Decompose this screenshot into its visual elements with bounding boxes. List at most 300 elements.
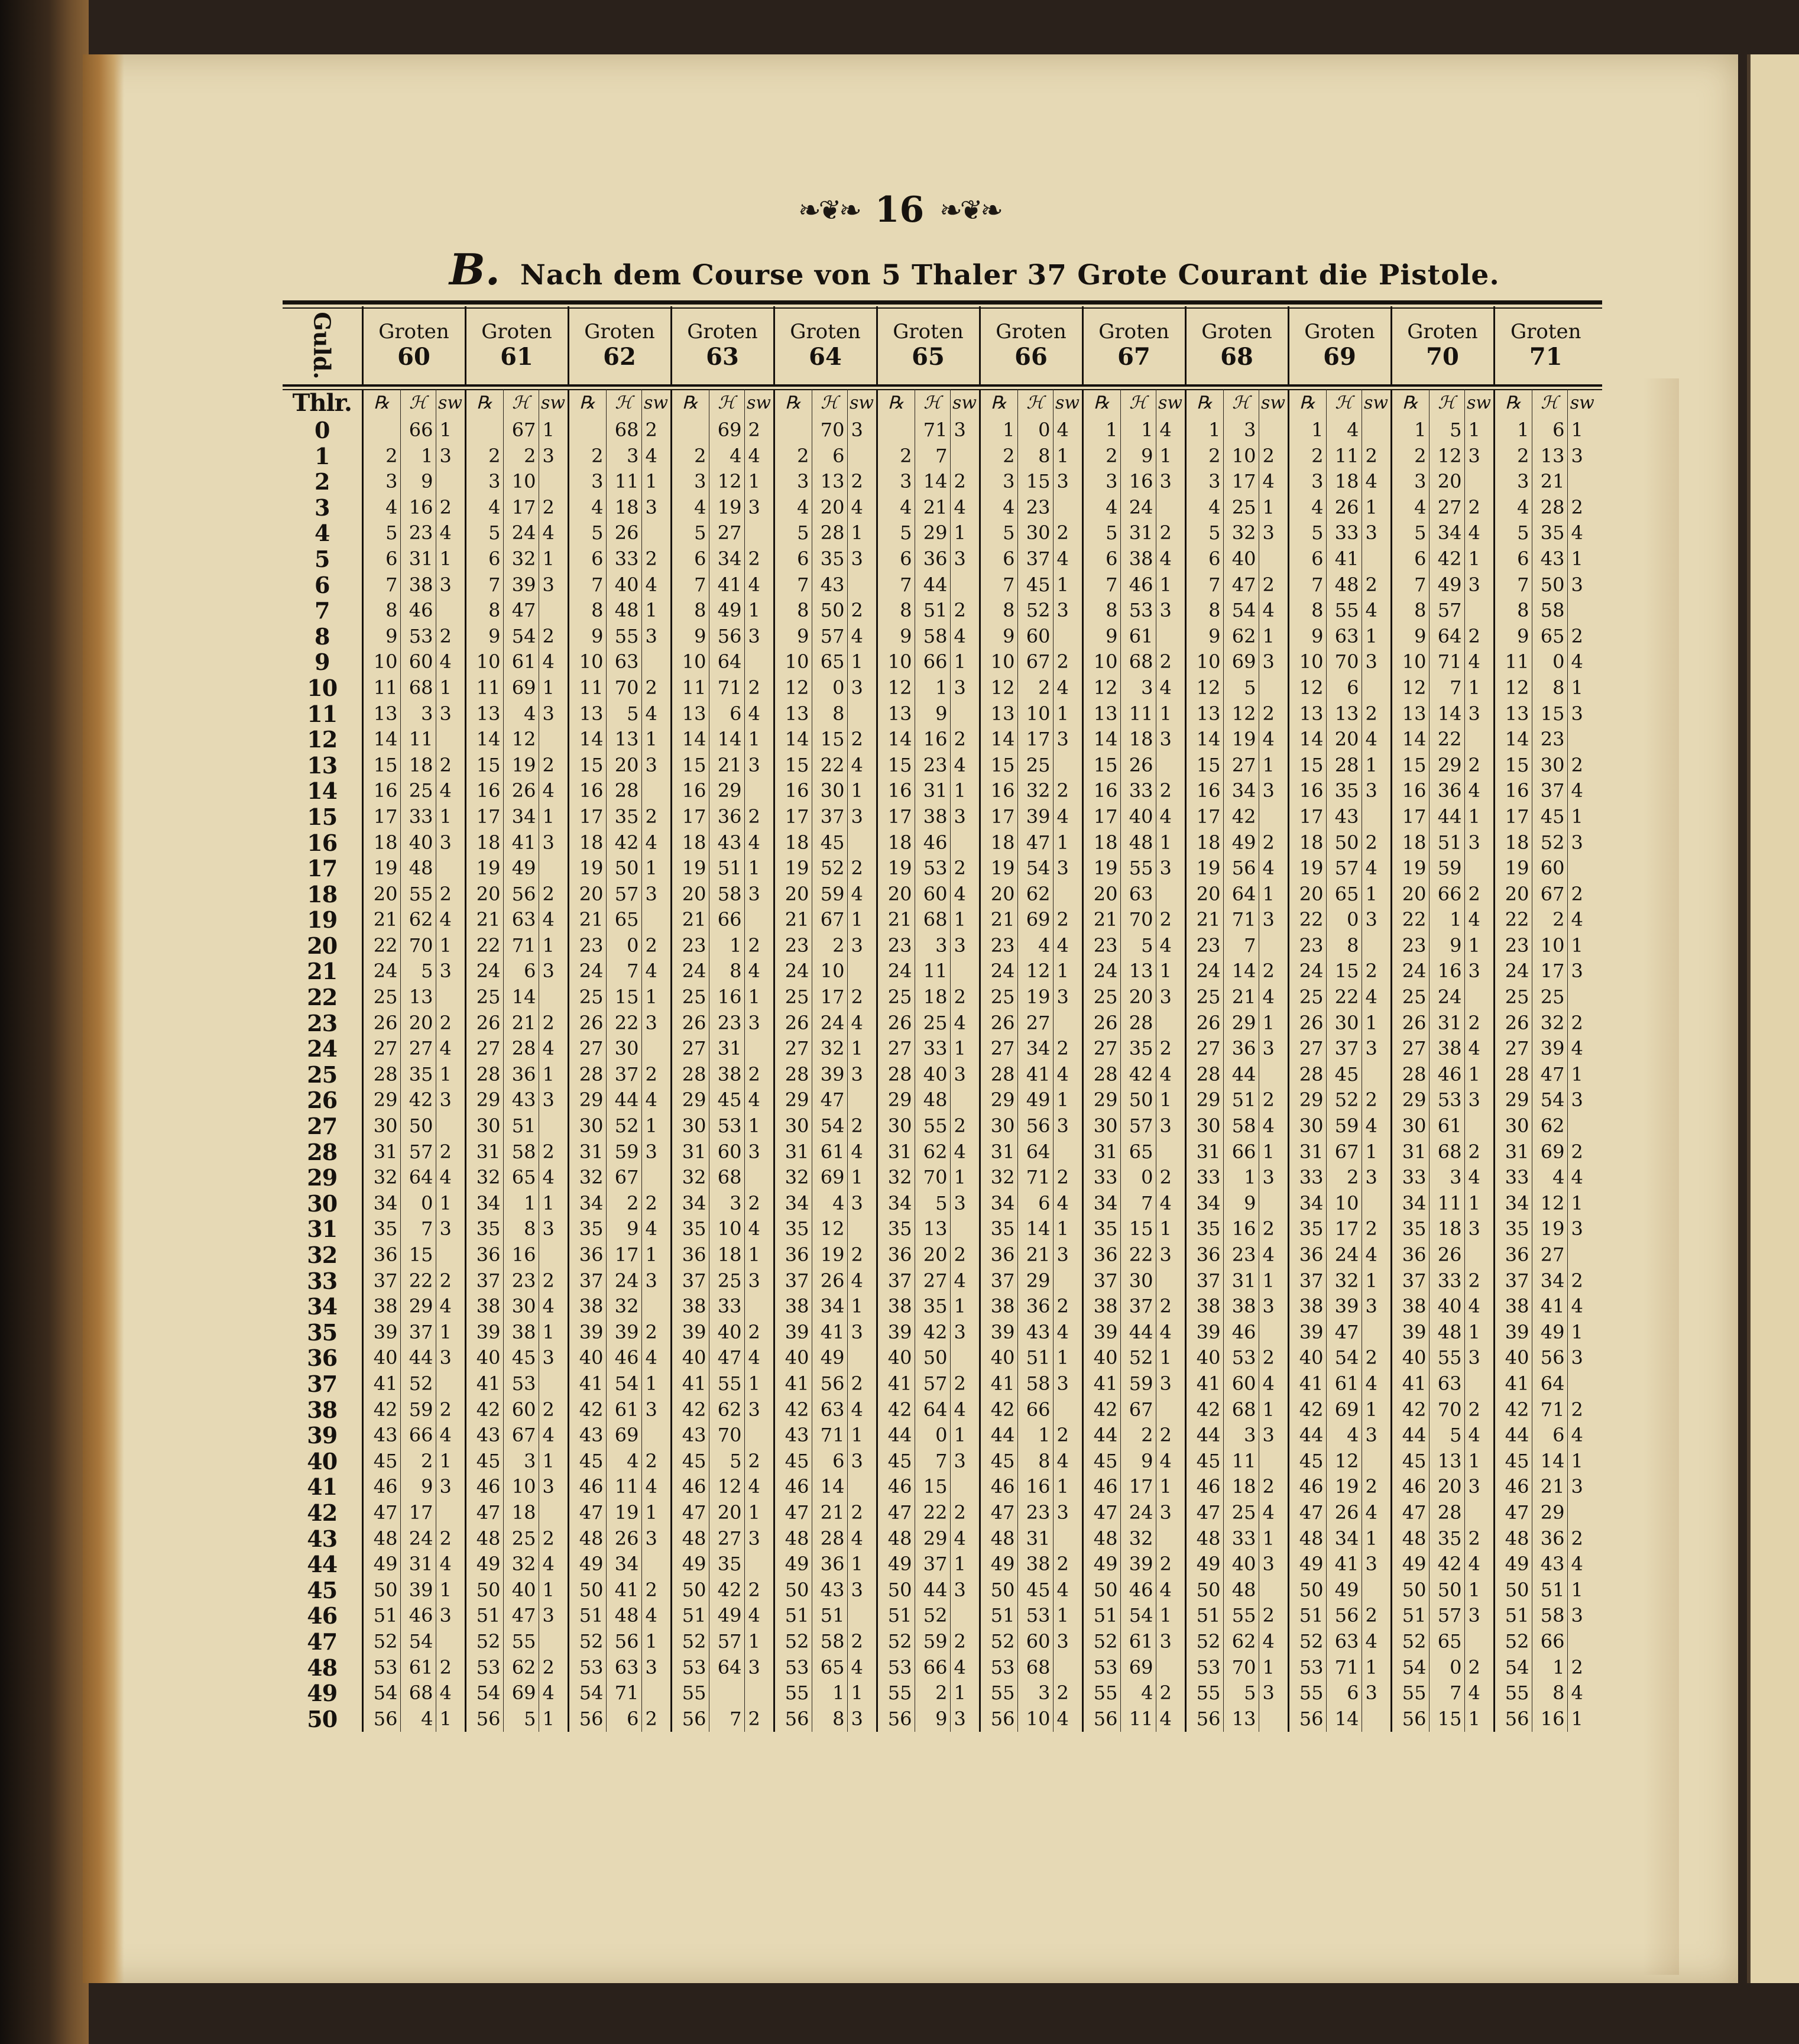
cell-grote: 4 <box>1532 1165 1567 1191</box>
cell-reichsthaler: 56 <box>1494 1706 1532 1732</box>
cell-reichsthaler: 45 <box>465 1449 503 1475</box>
cell-reichsthaler: 7 <box>1494 572 1532 598</box>
cell-reichsthaler: 33 <box>1288 1165 1326 1191</box>
row-label: 15 <box>307 804 338 830</box>
cell-reichsthaler: 53 <box>362 1655 400 1681</box>
cell-schwaren: 1 <box>1053 443 1082 469</box>
unit-label: ℞ <box>1288 389 1326 417</box>
cell-grote: 34 <box>1532 1268 1567 1294</box>
cell-schwaren: 2 <box>1567 495 1597 521</box>
cell-reichsthaler: 26 <box>1494 1010 1532 1036</box>
cell-grote: 56 <box>606 1629 641 1655</box>
cell-grote: 51 <box>1532 1577 1567 1604</box>
cell-grote: 12 <box>1429 443 1464 469</box>
cell-schwaren: 2 <box>436 1268 465 1294</box>
cell-reichsthaler: 23 <box>568 933 606 959</box>
cell-schwaren: 3 <box>1567 1216 1597 1242</box>
cell-grote: 62 <box>1223 624 1259 650</box>
cell-reichsthaler: 20 <box>774 882 812 908</box>
cell-schwaren: 3 <box>1464 1474 1494 1500</box>
cell-schwaren: 3 <box>1053 1629 1082 1655</box>
cell-reichsthaler: 36 <box>877 1242 915 1268</box>
cell-reichsthaler: 53 <box>1082 1655 1120 1681</box>
cell-reichsthaler: 26 <box>1391 1010 1429 1036</box>
cell-grote: 47 <box>503 598 539 624</box>
cell-schwaren <box>1567 727 1597 753</box>
unit-row <box>283 389 1597 417</box>
cell-reichsthaler: 38 <box>671 1294 709 1320</box>
row-label: 34 <box>307 1294 338 1320</box>
cell-reichsthaler: 38 <box>362 1294 400 1320</box>
cell-grote: 14 <box>1326 1706 1362 1732</box>
cell-schwaren: 1 <box>1362 753 1391 779</box>
cell-reichsthaler: 30 <box>1494 1113 1532 1139</box>
cell-grote: 23 <box>1223 1242 1259 1268</box>
cell-grote: 41 <box>1017 1062 1053 1088</box>
cell-reichsthaler: 41 <box>1185 1371 1223 1397</box>
cell-reichsthaler: 31 <box>980 1139 1017 1165</box>
cell-reichsthaler: 31 <box>1185 1139 1223 1165</box>
cell-grote: 54 <box>503 624 539 650</box>
unit-label: sw <box>847 389 877 417</box>
cell-schwaren: 1 <box>539 1577 568 1604</box>
cell-grote: 37 <box>915 1551 950 1577</box>
cell-schwaren: 4 <box>1156 417 1185 443</box>
cell-grote: 20 <box>1326 727 1362 753</box>
cell-schwaren: 3 <box>1156 1500 1185 1526</box>
cell-grote: 26 <box>606 520 641 546</box>
cell-schwaren: 4 <box>744 701 774 727</box>
cell-grote: 52 <box>1120 1345 1156 1371</box>
cell-schwaren: 3 <box>641 1526 671 1552</box>
cell-schwaren: 4 <box>847 882 877 908</box>
cell-reichsthaler: 32 <box>568 1165 606 1191</box>
cell-grote: 40 <box>915 1062 950 1088</box>
cell-schwaren: 1 <box>1053 572 1082 598</box>
column-header-groten-6 <box>980 306 1082 384</box>
cell-grote: 15 <box>400 1242 436 1268</box>
cell-reichsthaler: 36 <box>671 1242 709 1268</box>
row-label: 2 <box>315 469 330 495</box>
cell-schwaren <box>744 1036 774 1062</box>
cell-reichsthaler: 35 <box>465 1216 503 1242</box>
unit-label: sw <box>1567 389 1597 417</box>
cell-reichsthaler: 36 <box>568 1242 606 1268</box>
cell-reichsthaler: 19 <box>877 856 915 882</box>
cell-grote: 58 <box>812 1629 847 1655</box>
cell-reichsthaler: 35 <box>1391 1216 1429 1242</box>
cell-schwaren: 4 <box>847 753 877 779</box>
cell-schwaren <box>744 1423 774 1449</box>
cell-reichsthaler: 8 <box>671 598 709 624</box>
cell-grote: 24 <box>1429 984 1464 1010</box>
cell-schwaren: 4 <box>436 1165 465 1191</box>
cell-schwaren: 4 <box>1053 1706 1082 1732</box>
cell-grote: 57 <box>1429 598 1464 624</box>
cell-schwaren <box>1156 1655 1185 1681</box>
cell-reichsthaler: 56 <box>774 1706 812 1732</box>
cell-grote: 6 <box>709 701 744 727</box>
cell-grote: 9 <box>1223 1191 1259 1217</box>
cell-schwaren: 2 <box>950 856 980 882</box>
cell-grote: 1 <box>1429 907 1464 933</box>
cell-reichsthaler: 16 <box>465 778 503 804</box>
cell-reichsthaler: 48 <box>1082 1526 1120 1552</box>
cell-grote: 17 <box>1223 469 1259 495</box>
unit-label: ℞ <box>1185 389 1223 417</box>
cell-schwaren <box>847 830 877 856</box>
cell-reichsthaler: 11 <box>568 675 606 701</box>
cell-grote: 3 <box>1223 1423 1259 1449</box>
cell-schwaren: 2 <box>436 753 465 779</box>
cell-reichsthaler: 45 <box>1082 1449 1120 1475</box>
cell-schwaren: 4 <box>1567 1551 1597 1577</box>
cell-grote: 15 <box>812 727 847 753</box>
cell-reichsthaler: 45 <box>362 1449 400 1475</box>
cell-grote: 60 <box>709 1139 744 1165</box>
cell-schwaren: 3 <box>744 753 774 779</box>
cell-reichsthaler: 49 <box>568 1551 606 1577</box>
cell-grote: 71 <box>1326 1655 1362 1681</box>
cell-schwaren: 1 <box>1362 1010 1391 1036</box>
cell-schwaren: 4 <box>641 572 671 598</box>
cell-schwaren: 2 <box>1362 830 1391 856</box>
cell-schwaren: 2 <box>1053 778 1082 804</box>
cell-grote: 34 <box>1017 1036 1053 1062</box>
cell-grote: 70 <box>709 1423 744 1449</box>
row-label: 8 <box>315 623 330 650</box>
unit-label: ℋ <box>1532 389 1567 417</box>
cell-grote: 33 <box>915 1036 950 1062</box>
cell-grote: 47 <box>1223 572 1259 598</box>
cell-schwaren <box>744 520 774 546</box>
cell-grote: 22 <box>915 1500 950 1526</box>
cell-schwaren: 1 <box>744 984 774 1010</box>
cell-reichsthaler: 21 <box>362 907 400 933</box>
unit-label: ℋ <box>1429 389 1464 417</box>
cell-reichsthaler: 49 <box>465 1551 503 1577</box>
cell-schwaren: 1 <box>539 1449 568 1475</box>
cell-grote: 11 <box>915 958 950 984</box>
title-text: Nach dem Course von 5 Thaler 37 Grote Courant die Pistole. <box>520 259 1500 291</box>
cell-schwaren: 1 <box>847 1294 877 1320</box>
cell-grote: 18 <box>1223 1474 1259 1500</box>
cell-reichsthaler: 2 <box>1082 443 1120 469</box>
cell-grote: 48 <box>606 1603 641 1629</box>
cell-grote: 20 <box>1429 469 1464 495</box>
cell-grote: 14 <box>1017 1216 1053 1242</box>
cell-schwaren: 2 <box>1259 701 1288 727</box>
cell-schwaren: 4 <box>1259 469 1288 495</box>
unit-label: ℋ <box>1326 389 1362 417</box>
cell-grote: 11 <box>1120 1706 1156 1732</box>
cell-schwaren <box>1464 469 1494 495</box>
cell-grote: 9 <box>1120 443 1156 469</box>
cell-grote: 16 <box>503 1242 539 1268</box>
cell-grote: 67 <box>1532 882 1567 908</box>
row-label: 29 <box>307 1165 338 1191</box>
cell-reichsthaler: 14 <box>568 727 606 753</box>
table-row <box>283 1655 1597 1681</box>
table-row <box>283 778 1597 804</box>
cell-schwaren: 1 <box>539 546 568 572</box>
table-row <box>283 1449 1597 1475</box>
table-row <box>283 1500 1597 1526</box>
cell-grote: 62 <box>1223 1629 1259 1655</box>
cell-reichsthaler: 43 <box>671 1423 709 1449</box>
cell-grote: 36 <box>709 804 744 830</box>
cell-reichsthaler: 46 <box>1288 1474 1326 1500</box>
cell-reichsthaler: 41 <box>980 1371 1017 1397</box>
cell-grote: 42 <box>1223 804 1259 830</box>
cell-schwaren: 2 <box>539 1655 568 1681</box>
table-row <box>283 1062 1597 1088</box>
cell-reichsthaler: 46 <box>980 1474 1017 1500</box>
cell-schwaren: 1 <box>1567 675 1597 701</box>
table-row <box>283 1526 1597 1552</box>
column-header-label: Groten <box>1201 320 1272 344</box>
cell-schwaren <box>1567 469 1597 495</box>
cell-grote: 30 <box>1532 753 1567 779</box>
cell-reichsthaler: 25 <box>671 984 709 1010</box>
cell-schwaren: 4 <box>1156 1706 1185 1732</box>
cell-schwaren: 2 <box>1259 1087 1288 1113</box>
cell-reichsthaler: 9 <box>980 624 1017 650</box>
cell-schwaren: 2 <box>1053 1551 1082 1577</box>
cell-grote: 43 <box>1532 1551 1567 1577</box>
cell-grote: 68 <box>606 417 641 443</box>
cell-schwaren: 3 <box>641 495 671 521</box>
cell-grote: 37 <box>400 1320 436 1346</box>
cell-schwaren <box>847 1087 877 1113</box>
cell-schwaren: 2 <box>539 1397 568 1423</box>
cell-schwaren: 4 <box>436 1036 465 1062</box>
cell-grote: 18 <box>1120 727 1156 753</box>
cell-reichsthaler: 2 <box>1185 443 1223 469</box>
cell-reichsthaler: 41 <box>1082 1371 1120 1397</box>
row-label: 48 <box>307 1654 338 1681</box>
cell-schwaren: 2 <box>744 1577 774 1604</box>
cell-schwaren: 3 <box>641 1268 671 1294</box>
cell-grote: 57 <box>1429 1603 1464 1629</box>
cell-grote: 35 <box>1120 1036 1156 1062</box>
cell-schwaren: 4 <box>1053 1191 1082 1217</box>
cell-grote: 14 <box>1223 958 1259 984</box>
cell-reichsthaler: 44 <box>980 1423 1017 1449</box>
cell-reichsthaler: 55 <box>1185 1680 1223 1706</box>
cell-grote: 47 <box>1532 1062 1567 1088</box>
cell-grote: 18 <box>915 984 950 1010</box>
cell-schwaren: 4 <box>1362 469 1391 495</box>
cell-reichsthaler: 36 <box>1288 1242 1326 1268</box>
cell-schwaren: 2 <box>1156 520 1185 546</box>
cell-reichsthaler: 52 <box>1391 1629 1429 1655</box>
cell-grote: 56 <box>1532 1345 1567 1371</box>
cell-grote: 31 <box>915 778 950 804</box>
cell-grote: 58 <box>503 1139 539 1165</box>
cell-schwaren: 1 <box>1464 1062 1494 1088</box>
cell-reichsthaler: 16 <box>1288 778 1326 804</box>
cell-grote: 55 <box>606 624 641 650</box>
cell-schwaren: 2 <box>1156 907 1185 933</box>
cell-grote: 68 <box>1223 1397 1259 1423</box>
cell-reichsthaler: 9 <box>362 624 400 650</box>
cell-grote: 22 <box>400 1268 436 1294</box>
row-label: 39 <box>307 1423 338 1449</box>
cell-grote: 8 <box>709 958 744 984</box>
cell-reichsthaler: 18 <box>774 830 812 856</box>
cell-grote: 7 <box>1223 933 1259 959</box>
cell-reichsthaler: 39 <box>465 1320 503 1346</box>
cell-grote: 12 <box>709 1474 744 1500</box>
cell-schwaren: 2 <box>1362 1603 1391 1629</box>
cell-reichsthaler: 46 <box>465 1474 503 1500</box>
cell-reichsthaler: 10 <box>1185 649 1223 675</box>
row-label: 17 <box>307 856 338 882</box>
cell-schwaren: 4 <box>1259 598 1288 624</box>
cell-reichsthaler: 42 <box>1185 1397 1223 1423</box>
cell-reichsthaler: 48 <box>1494 1526 1532 1552</box>
cell-grote: 69 <box>1223 649 1259 675</box>
cell-schwaren: 3 <box>950 1062 980 1088</box>
cell-schwaren: 1 <box>744 1500 774 1526</box>
cell-schwaren: 2 <box>1362 1345 1391 1371</box>
cell-grote: 62 <box>1017 882 1053 908</box>
cell-schwaren <box>436 1242 465 1268</box>
cell-grote: 38 <box>400 572 436 598</box>
unit-label: ℋ <box>400 389 436 417</box>
cell-reichsthaler: 27 <box>1494 1036 1532 1062</box>
cell-reichsthaler: 44 <box>1494 1423 1532 1449</box>
cell-reichsthaler: 22 <box>1288 907 1326 933</box>
cell-grote: 24 <box>400 1526 436 1552</box>
cell-reichsthaler: 8 <box>1494 598 1532 624</box>
cell-grote: 49 <box>1326 1577 1362 1604</box>
cell-schwaren: 4 <box>1464 778 1494 804</box>
cell-schwaren: 3 <box>1567 1603 1597 1629</box>
cell-grote: 38 <box>709 1062 744 1088</box>
cell-schwaren: 3 <box>1464 1087 1494 1113</box>
cell-grote: 46 <box>1120 572 1156 598</box>
cell-schwaren: 4 <box>1259 1629 1288 1655</box>
cell-schwaren: 2 <box>641 546 671 572</box>
cell-grote: 34 <box>1429 520 1464 546</box>
cell-reichsthaler: 39 <box>1288 1320 1326 1346</box>
cell-reichsthaler: 9 <box>465 624 503 650</box>
cell-grote: 17 <box>503 495 539 521</box>
cell-schwaren: 3 <box>744 882 774 908</box>
cell-reichsthaler: 53 <box>980 1655 1017 1681</box>
cell-reichsthaler: 33 <box>1082 1165 1120 1191</box>
cell-grote: 68 <box>1120 649 1156 675</box>
cell-schwaren: 3 <box>1053 984 1082 1010</box>
cell-schwaren: 1 <box>744 727 774 753</box>
cell-grote: 20 <box>606 753 641 779</box>
cell-schwaren <box>1259 675 1288 701</box>
cell-schwaren: 1 <box>1362 495 1391 521</box>
cell-reichsthaler: 47 <box>1185 1500 1223 1526</box>
cell-schwaren: 4 <box>641 1216 671 1242</box>
cell-reichsthaler: 40 <box>1288 1345 1326 1371</box>
cell-reichsthaler: 56 <box>1185 1706 1223 1732</box>
cell-reichsthaler: 27 <box>671 1036 709 1062</box>
cell-schwaren: 4 <box>950 1268 980 1294</box>
cell-reichsthaler: 49 <box>1391 1551 1429 1577</box>
cell-schwaren: 3 <box>950 546 980 572</box>
cell-schwaren: 1 <box>847 1036 877 1062</box>
table-title <box>449 244 1500 294</box>
cell-grote: 17 <box>1532 958 1567 984</box>
cell-reichsthaler: 45 <box>1288 1449 1326 1475</box>
cell-schwaren <box>436 1113 465 1139</box>
cell-grote: 63 <box>1120 882 1156 908</box>
cell-grote: 45 <box>812 830 847 856</box>
cell-grote: 59 <box>1429 856 1464 882</box>
cell-grote: 3 <box>915 933 950 959</box>
cell-grote: 42 <box>1120 1062 1156 1088</box>
cell-schwaren: 1 <box>436 417 465 443</box>
cell-grote: 3 <box>1223 417 1259 443</box>
cell-reichsthaler: 8 <box>1185 598 1223 624</box>
cell-reichsthaler: 19 <box>1288 856 1326 882</box>
cell-reichsthaler: 5 <box>362 520 400 546</box>
cell-grote: 46 <box>400 1603 436 1629</box>
cell-schwaren <box>436 469 465 495</box>
cell-grote: 55 <box>400 882 436 908</box>
cell-schwaren: 3 <box>744 1397 774 1423</box>
cell-reichsthaler: 35 <box>774 1216 812 1242</box>
cell-schwaren <box>950 1603 980 1629</box>
column-header-label: Groten <box>1098 320 1169 344</box>
cell-schwaren <box>1259 804 1288 830</box>
cell-grote: 57 <box>400 1139 436 1165</box>
cell-reichsthaler: 14 <box>1391 727 1429 753</box>
cell-grote: 42 <box>1429 546 1464 572</box>
cell-grote: 61 <box>1120 1629 1156 1655</box>
cell-grote: 8 <box>1017 443 1053 469</box>
cell-reichsthaler: 3 <box>465 469 503 495</box>
cell-reichsthaler: 3 <box>1185 469 1223 495</box>
cell-schwaren <box>1053 1397 1082 1423</box>
cell-reichsthaler: 27 <box>1391 1036 1429 1062</box>
unit-label: ℋ <box>503 389 539 417</box>
cell-grote: 67 <box>812 907 847 933</box>
cell-grote: 16 <box>915 727 950 753</box>
cell-grote: 59 <box>812 882 847 908</box>
cell-grote: 54 <box>1017 856 1053 882</box>
cell-grote: 1 <box>709 933 744 959</box>
cell-schwaren: 3 <box>1259 1294 1288 1320</box>
column-header-value: 64 <box>809 343 842 371</box>
cell-grote: 9 <box>1120 1449 1156 1475</box>
cell-schwaren: 3 <box>1464 572 1494 598</box>
cell-grote: 31 <box>1223 1268 1259 1294</box>
cell-grote: 67 <box>503 1423 539 1449</box>
cell-grote: 27 <box>1017 1010 1053 1036</box>
cell-schwaren: 1 <box>1464 1191 1494 1217</box>
cell-reichsthaler: 2 <box>568 443 606 469</box>
cell-reichsthaler: 27 <box>362 1036 400 1062</box>
cell-reichsthaler: 32 <box>877 1165 915 1191</box>
cell-schwaren: 4 <box>1567 1036 1597 1062</box>
cell-grote: 21 <box>812 1500 847 1526</box>
cell-reichsthaler: 52 <box>1494 1629 1532 1655</box>
cell-schwaren <box>539 469 568 495</box>
cell-schwaren: 4 <box>1259 1371 1288 1397</box>
cell-reichsthaler: 48 <box>1391 1526 1429 1552</box>
cell-schwaren <box>1156 1397 1185 1423</box>
cell-grote: 34 <box>1326 1526 1362 1552</box>
